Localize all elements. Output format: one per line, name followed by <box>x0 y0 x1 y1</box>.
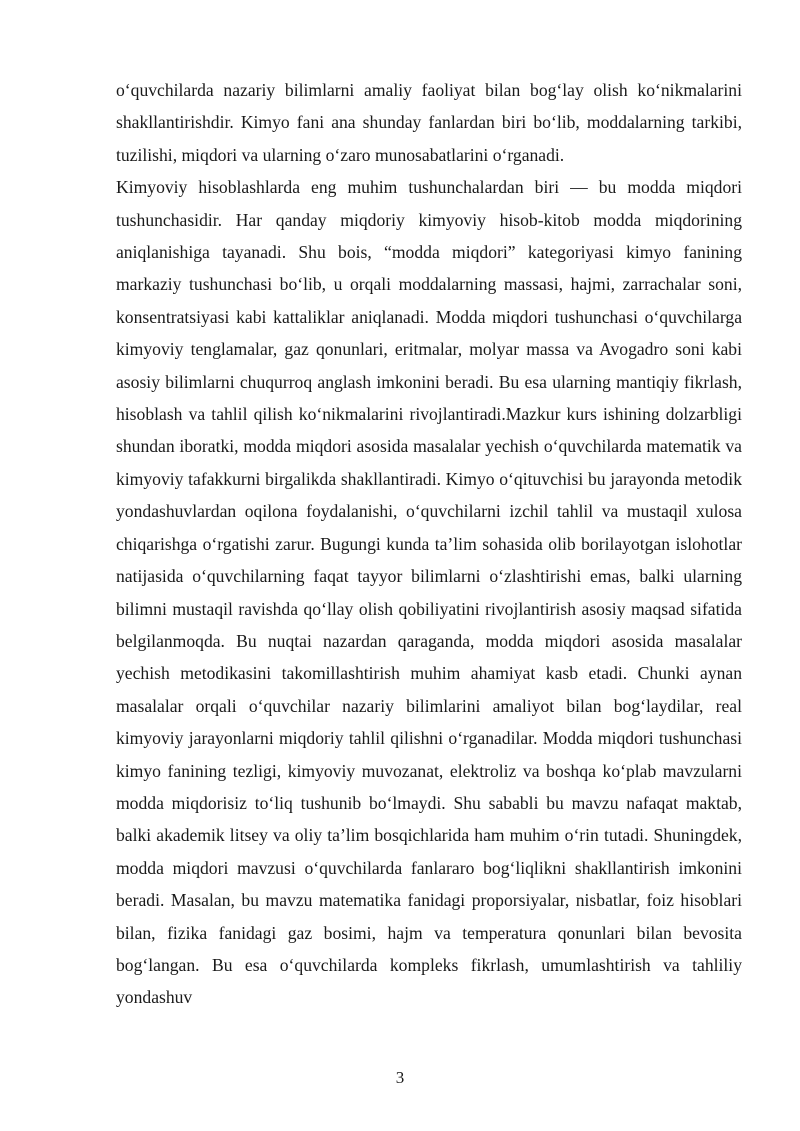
paragraph-2: Kimyoviy hisoblashlarda eng muhim tushunchalardan biri — bu modda miqdori tushunchasidir. Har qanday miqdoriy kimyoviy hisob-kitob modda miqdorining aniqlanishiga tayanadi. Shu bois, “modda miqdori” kategoriyasi kimyo fanining markaziy tushunchasi bo‘lib, u orqali moddalarning massasi, hajmi, zarrachalar soni, konsentratsiyasi kabi kattaliklar aniqlanadi. Modda miqdori tushunchasi o‘quvchilarga kimyoviy tenglamalar, gaz qonunlari, eritmalar, molyar massa va Avogadro soni kabi asosiy bilimlarni chuqurroq anglash imkonini beradi. Bu esa ularning mantiqiy fikrlash, hisoblash va tahlil qilish ko‘nikmalarini rivojlantiradi.Mazkur kurs ishining dolzarbligi shundan iboratki, modda miqdori asosida masalalar yechish o‘quvchilarda matematik va kimyoviy tafakkurni birgalikda shakllantiradi. Kimyo o‘qituvchisi bu jarayonda metodik yondashuvlardan oqilona foydalanishi, o‘quvchilarni izchil tahlil va mustaqil xulosa chiqarishga o‘rgatishi zarur. Bugungi kunda ta’lim sohasida olib borilayotgan islohotlar natijasida o‘quvchilarning faqat tayyor bilimlarni o‘zlashtirishi emas, balki ularning bilimni mustaqil ravishda qo‘llay olish qobiliyatini rivojlantirish asosiy maqsad sifatida belgilanmoqda. Bu nuqtai nazardan qaraganda, modda miqdori asosida masalalar yechish metodikasini takomillashtirish muhim ahamiyat kasb etadi. Chunki aynan masalalar orqali o‘quvchilar nazariy bilimlarini amaliyot bilan bog‘laydilar, real kimyoviy jarayonlarni miqdoriy tahlil qilishni o‘rganadilar. Modda miqdori tushunchasi kimyo fanining tezligi, kimyoviy muvozanat, elektroliz va boshqa ko‘plab mavzularni modda miqdorisiz to‘liq tushunib bo‘lmaydi. Shu sababli bu mavzu nafaqat maktab, balki akademik litsey va oliy ta’lim bosqichlarida ham muhim o‘rin tutadi. Shuningdek, modda miqdori mavzusi o‘quvchilarda fanlararo bog‘liqlikni shakllantirish imkonini beradi. Masalan, bu mavzu matematika fanidagi proporsiyalar, nisbatlar, foiz hisoblari bilan, fizika fanidagi gaz bosimi, hajm va temperatura qonunlari bilan bevosita bog‘langan. Bu esa o‘quvchilarda kompleks fikrlash, umumlashtirish va tahliliy yondashuv <box>116 177 742 1008</box>
page-number: 3 <box>395 1068 405 1087</box>
body-text <box>116 74 742 1014</box>
paragraph-1: o‘quvchilarda nazariy bilimlarni amaliy faoliyat bilan bog‘lay olish ko‘nikmalarini shakllantirishdir. Kimyo fani ana shunday fanlardan biri bo‘lib, moddalarning tarkibi, tuzilishi, miqdori va ularning o‘zaro munosabatlarini o‘rganadi. <box>116 80 742 165</box>
